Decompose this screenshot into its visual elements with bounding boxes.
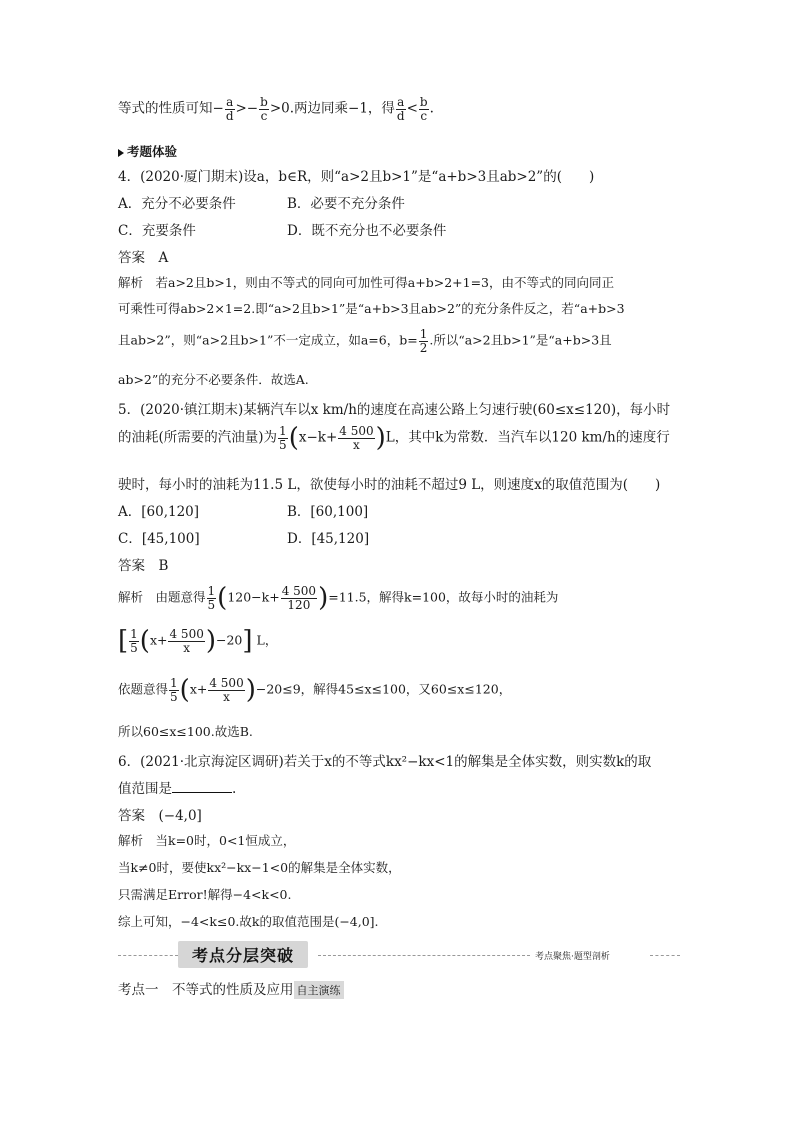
triangle-icon — [118, 149, 124, 157]
fraction-4500-x-2: $\frac{4 500}{x}$ — [169, 627, 204, 655]
fraction-4500-x: $\frac{4 500}{x}$ — [339, 424, 374, 452]
fraction-b-c-2: $\frac{b}{c}$ — [419, 95, 428, 123]
q6-stem-2: 值范围是 . — [118, 781, 237, 797]
intro-line: 等式的性质可知− $\frac{a}{d}$ >− $\frac{b}{c}$ >0.两边同乘−1，得 $\frac{a}{d}$ < $\frac{b}{c}$ . — [118, 95, 434, 123]
q5-option-b: B．[60,100] — [287, 504, 369, 520]
q5-analysis-4: 所以60≤x≤100.故选B. — [118, 724, 253, 739]
q6-analysis-2: 当k≠0时，要使kx²−kx−1<0的解集是全体实数， — [118, 860, 401, 875]
q6-stem-1: 6．(2021·北京海淀区调研)若关于x的不等式kx²−kx<1的解集是全体实数，则实数k的取 — [118, 754, 652, 770]
fraction-one-fifth-4: $\frac{1}{5}$ — [170, 676, 178, 704]
fraction-a-d: $\frac{a}{d}$ — [225, 95, 234, 123]
section-label: 考题体验 — [118, 142, 177, 160]
banner-title: 考点分层突破 — [178, 941, 308, 968]
topic-heading: 考点一 不等式的性质及应用 自主演练 — [118, 978, 344, 999]
fraction-4500-x-3: $\frac{4 500}{x}$ — [209, 676, 244, 704]
q5-stem-1: 5．(2020·镇江期末)某辆汽车以x km/h的速度在高速公路上匀速行驶(60≤x≤120)，每小时 — [118, 402, 671, 418]
banner-rule-right — [318, 955, 530, 956]
q5-analysis-1: 解析 由题意得 $\frac{1}{5}$ (120−k+ $\frac{4 500}{120}$ )=11.5，解得k=100，故每小时的油耗为 — [118, 583, 559, 614]
q6-analysis-3: 只需满足Error!解得−4<k<0. — [118, 887, 292, 902]
banner-subtitle: 考点聚焦·题型剖析 — [535, 952, 610, 962]
q4-option-a: A．充分不必要条件 — [118, 196, 236, 212]
q4-analysis-2: 可乘性可得ab>2×1=2.即“a>2且b>1”是“a+b>3且ab>2”的充分条件反之，若“a+b>3 — [118, 301, 625, 316]
banner-rule-left — [118, 955, 178, 956]
q5-analysis-2: [ $\frac{1}{5}$ (x+ $\frac{4 500}{x}$ )−20] L， — [118, 626, 278, 657]
fraction-one-fifth-3: $\frac{1}{5}$ — [130, 627, 138, 655]
fraction-4500-120: $\frac{4 500}{120}$ — [281, 584, 317, 612]
banner-rule-far-right — [650, 955, 680, 956]
q5-option-d: D．[45,120] — [287, 531, 370, 547]
q5-stem-2: 的油耗(所需要的汽油量)为 $\frac{1}{5}$ (x−k+ $\frac{4 500}{x}$ )L，其中k为常数．当汽车以120 km/h的速度行 — [118, 423, 670, 454]
fraction-one-fifth-2: $\frac{1}{5}$ — [207, 584, 216, 612]
q5-option-c: C．[45,100] — [118, 531, 200, 547]
q4-stem: 4．(2020·厦门期末)设a，b∈R，则“a>2且b>1”是“a+b>3且ab>2”的( ) — [118, 169, 595, 185]
q4-option-d: D．既不充分也不必要条件 — [287, 223, 447, 239]
q6-analysis-1: 解析 当k=0时，0<1恒成立， — [118, 833, 296, 848]
q4-answer: 答案 A — [118, 250, 169, 266]
topic-tag: 自主演练 — [294, 981, 344, 999]
q4-option-c: C．充要条件 — [118, 223, 196, 239]
q4-analysis-3: 且ab>2”，则“a>2且b>1”不一定成立，如a=6，b= $\frac{1}{2}$ .所以“a>2且b>1”是“a+b>3且 — [118, 327, 612, 355]
answer-blank — [172, 780, 232, 793]
q4-option-b: B．必要不充分条件 — [287, 196, 405, 212]
fraction-a-d-2: $\frac{a}{d}$ — [396, 95, 405, 123]
q6-analysis-4: 综上可知，−4<k≤0.故k的取值范围是(−4,0]. — [118, 914, 379, 929]
fraction-one-fifth: $\frac{1}{5}$ — [279, 424, 287, 452]
fraction-half: $\frac{1}{2}$ — [419, 327, 428, 355]
q6-answer: 答案 (−4,0] — [118, 808, 202, 824]
q5-analysis-3: 依题意得 $\frac{1}{5}$ (x+ $\frac{4 500}{x}$ )−20≤9，解得45≤x≤100，又60≤x≤120， — [118, 675, 512, 706]
q4-analysis-1: 解析 若a>2且b>1，则由不等式的同向可加性可得a+b>2+1=3，由不等式的同向同正 — [118, 275, 615, 290]
q4-analysis-4: ab>2”的充分不必要条件．故选A. — [118, 372, 309, 387]
q5-option-a: A．[60,120] — [118, 504, 200, 520]
fraction-b-c: $\frac{b}{c}$ — [260, 95, 268, 123]
q5-answer: 答案 B — [118, 558, 169, 574]
q5-stem-3: 驶时，每小时的油耗为11.5 L，欲使每小时的油耗不超过9 L，则速度x的取值范围为( ) — [118, 477, 661, 493]
